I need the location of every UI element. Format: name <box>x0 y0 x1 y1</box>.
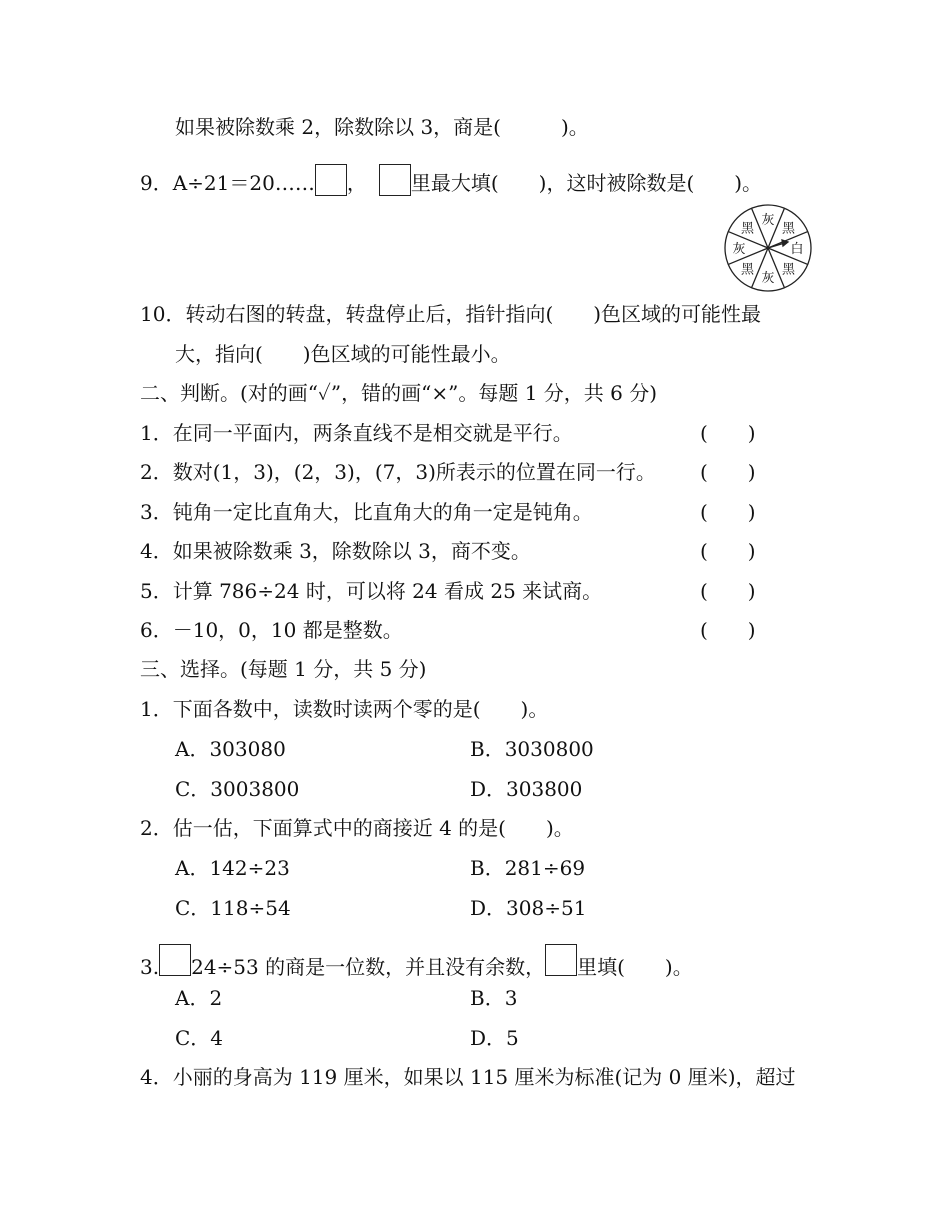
judge-item-2: 2．数对(1，3)，(2，3)，(7，3)所表示的位置在同一行。 <box>140 460 656 484</box>
choice-q2-option-d[interactable]: D．308÷51 <box>470 896 587 920</box>
judge-answer-1[interactable]: ( ) <box>700 421 756 445</box>
choice-q3-stem <box>140 944 693 981</box>
spinner-sector-label: 灰 <box>732 242 746 257</box>
choice-q4-stem: 4．小丽的身高为 119 厘米，如果以 115 厘米为标准(记为 0 厘米)，超过 <box>140 1065 796 1089</box>
spinner-diagram <box>720 200 816 296</box>
judge-item-3: 3．钝角一定比直角大，比直角大的角一定是钝角。 <box>140 500 593 524</box>
choice-q3-end: 里填( )。 <box>577 955 693 979</box>
spinner-sector-label: 黑 <box>740 262 755 278</box>
choice-q3-option-c[interactable]: C．4 <box>175 1026 224 1050</box>
judge-answer-2[interactable]: ( ) <box>700 460 756 484</box>
choice-q3-option-b[interactable]: B．3 <box>470 986 518 1010</box>
choice-q2-stem: 2．估一估，下面算式中的商接近 4 的是( )。 <box>140 816 574 840</box>
choice-q1-stem: 1．下面各数中，读数时读两个零的是( )。 <box>140 697 549 721</box>
q10-line-2: 大，指向( )色区域的可能性最小。 <box>175 342 511 366</box>
choice-q1-option-a[interactable]: A．303080 <box>175 737 286 761</box>
choice-q3-blank-box-2[interactable] <box>545 944 577 976</box>
judge-answer-5[interactable]: ( ) <box>700 579 756 603</box>
q9-separator: ， <box>346 171 367 195</box>
choice-q3-option-a[interactable]: A．2 <box>175 986 223 1010</box>
choice-q1-option-d[interactable]: D．303800 <box>470 777 583 801</box>
spinner-sector-label: 黑 <box>781 221 796 237</box>
section-3-heading: 三、选择。(每题 1 分，共 5 分) <box>140 657 427 681</box>
spinner-sector-label: 灰 <box>761 271 775 286</box>
judge-answer-4[interactable]: ( ) <box>700 539 756 563</box>
spinner-sector-label: 黑 <box>781 262 796 278</box>
choice-q3-mid: 24÷53 的商是一位数，并且没有余数， <box>191 955 546 979</box>
choice-q2-option-a[interactable]: A．142÷23 <box>175 856 290 880</box>
q9-blank-box-2[interactable] <box>379 164 411 196</box>
q9-number: 9． <box>140 171 173 195</box>
choice-q1-option-b[interactable]: B．3030800 <box>470 737 594 761</box>
judge-item-4: 4．如果被除数乘 3，除数除以 3，商不变。 <box>140 539 531 563</box>
judge-answer-6[interactable]: ( ) <box>700 618 756 642</box>
q9-text: 里最大填( )，这时被除数是( )。 <box>410 171 763 195</box>
judge-item-1: 1．在同一平面内，两条直线不是相交就是平行。 <box>140 421 573 445</box>
q9-expression: A÷21＝20…… <box>172 171 315 195</box>
choice-q3-blank-box-1[interactable] <box>159 944 191 976</box>
choice-q2-option-b[interactable]: B．281÷69 <box>470 856 586 880</box>
judge-item-6: 6．－10，0，10 都是整数。 <box>140 618 403 642</box>
q8-continuation: 如果被除数乘 2，除数除以 3，商是( )。 <box>175 115 589 139</box>
spinner-sector-label: 灰 <box>761 213 775 228</box>
spinner-sector-label: 白 <box>790 242 804 257</box>
section-2-heading: 二、判断。(对的画“✓”，错的画“×”。每题 1 分，共 6 分) <box>140 381 658 405</box>
choice-q1-option-c[interactable]: C．3003800 <box>175 777 300 801</box>
judge-item-5: 5．计算 786÷24 时，可以将 24 看成 25 来试商。 <box>140 579 603 603</box>
judge-answer-3[interactable]: ( ) <box>700 500 756 524</box>
q9-blank-box-1[interactable] <box>315 164 347 196</box>
spinner-sector-label: 黑 <box>740 221 755 237</box>
q9 <box>140 164 762 197</box>
q10-line-1: 10．转动右图的转盘，转盘停止后，指针指向( )色区域的可能性最 <box>140 302 762 326</box>
choice-q3-option-d[interactable]: D．5 <box>470 1026 519 1050</box>
choice-q2-option-c[interactable]: C．118÷54 <box>175 896 291 920</box>
choice-q3-number: 3. <box>140 955 160 979</box>
